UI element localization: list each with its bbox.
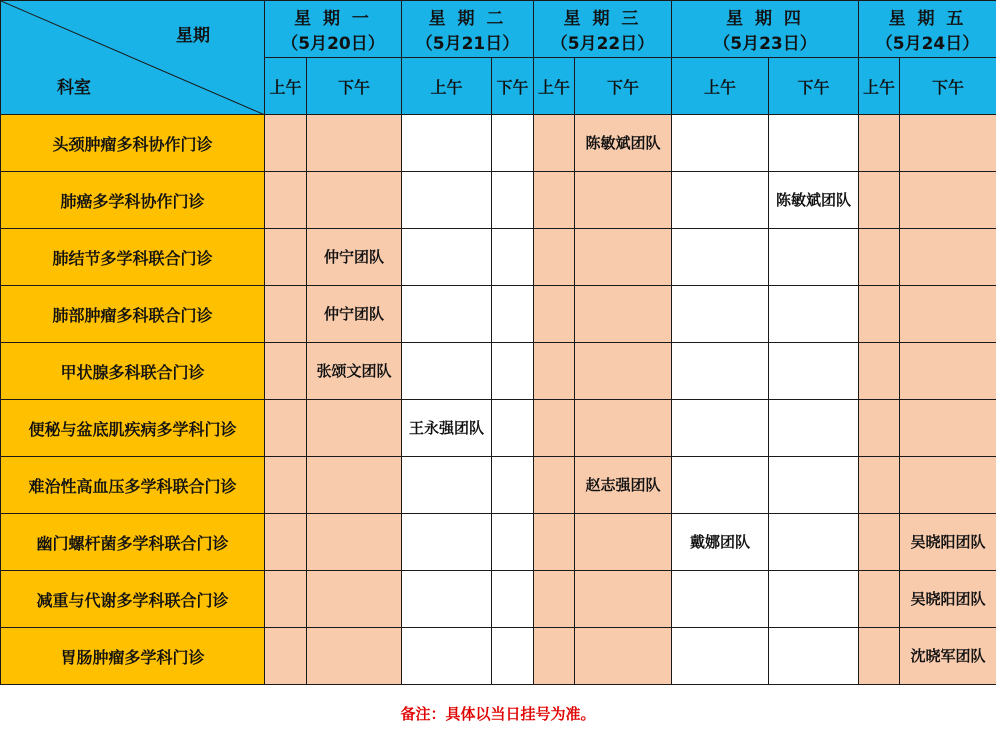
department-name: 便秘与盆底肌疾病多学科门诊 (1, 400, 265, 457)
schedule-cell (265, 343, 307, 400)
department-name: 甲状腺多科联合门诊 (1, 343, 265, 400)
schedule-cell (307, 115, 402, 172)
schedule-cell: 陈敏斌团队 (575, 115, 672, 172)
day-header-wed (534, 1, 672, 58)
schedule-cell (859, 400, 900, 457)
department-name: 肺结节多学科联合门诊 (1, 229, 265, 286)
schedule-cell (534, 343, 575, 400)
schedule-cell (492, 514, 534, 571)
schedule-cell (859, 628, 900, 685)
schedule-cell (265, 286, 307, 343)
day-name: 星 期 五 (888, 9, 967, 29)
schedule-cell (534, 229, 575, 286)
schedule-cell: 仲宁团队 (307, 286, 402, 343)
schedule-cell (859, 229, 900, 286)
department-name: 肺部肿瘤多科联合门诊 (1, 286, 265, 343)
schedule-cell (492, 343, 534, 400)
pm-header: 下午 (307, 58, 402, 115)
department-name: 肺癌多学科协作门诊 (1, 172, 265, 229)
day-name: 星 期 四 (726, 9, 804, 29)
table-row (1, 628, 996, 685)
am-header: 上午 (672, 58, 769, 115)
schedule-cell (769, 286, 859, 343)
schedule-cell (534, 457, 575, 514)
schedule-cell (534, 286, 575, 343)
day-date: （5月24日） (875, 34, 980, 54)
schedule-cell (769, 457, 859, 514)
schedule-cell (900, 229, 996, 286)
table-row (1, 457, 996, 514)
schedule-cell (900, 343, 996, 400)
schedule-cell (402, 286, 492, 343)
schedule-cell (265, 514, 307, 571)
schedule-cell (492, 400, 534, 457)
schedule-cell (900, 172, 996, 229)
table-row (1, 400, 996, 457)
schedule-cell (672, 400, 769, 457)
schedule-cell (265, 628, 307, 685)
schedule-cell (265, 457, 307, 514)
schedule-cell (402, 172, 492, 229)
department-label: 科室 (57, 78, 91, 98)
schedule-cell (672, 172, 769, 229)
schedule-cell (402, 115, 492, 172)
schedule-cell: 王永强团队 (402, 400, 492, 457)
schedule-cell (769, 343, 859, 400)
schedule-cell (402, 229, 492, 286)
table-row (1, 514, 996, 571)
schedule-cell (534, 400, 575, 457)
pm-header: 下午 (900, 58, 996, 115)
schedule-cell (265, 115, 307, 172)
schedule-cell (307, 457, 402, 514)
schedule-cell (575, 286, 672, 343)
table-row (1, 172, 996, 229)
schedule-cell (402, 343, 492, 400)
schedule-cell (265, 400, 307, 457)
am-header: 上午 (534, 58, 575, 115)
table-row (1, 343, 996, 400)
schedule-body (1, 115, 996, 685)
schedule-cell (769, 514, 859, 571)
day-header-thu (672, 1, 859, 58)
corner-diagonal-line (1, 1, 265, 115)
schedule-cell (900, 286, 996, 343)
footnote: 备注：具体以当日挂号为准。 (400, 705, 596, 723)
pm-header: 下午 (769, 58, 859, 115)
schedule-cell (900, 400, 996, 457)
schedule-cell (672, 286, 769, 343)
schedule-cell (575, 571, 672, 628)
day-name: 星 期 三 (563, 9, 642, 29)
week-label: 星期 (176, 26, 210, 46)
schedule-cell (672, 343, 769, 400)
day-header-fri (859, 1, 996, 58)
schedule-cell (672, 628, 769, 685)
schedule-cell (492, 457, 534, 514)
schedule-cell (492, 172, 534, 229)
schedule-cell (575, 172, 672, 229)
schedule-cell: 吴晓阳团队 (900, 571, 996, 628)
schedule-cell: 吴晓阳团队 (900, 514, 996, 571)
schedule-cell (575, 229, 672, 286)
schedule-cell (859, 343, 900, 400)
schedule-cell: 仲宁团队 (307, 229, 402, 286)
schedule-cell (769, 628, 859, 685)
schedule-cell (672, 571, 769, 628)
am-header: 上午 (265, 58, 307, 115)
schedule-cell (492, 286, 534, 343)
schedule-cell (265, 172, 307, 229)
schedule-cell (672, 457, 769, 514)
day-date: （5月23日） (713, 34, 817, 54)
department-name: 减重与代谢多学科联合门诊 (1, 571, 265, 628)
schedule-cell (859, 514, 900, 571)
table-row (1, 286, 996, 343)
schedule-cell: 戴娜团队 (672, 514, 769, 571)
schedule-cell (900, 115, 996, 172)
table-row (1, 229, 996, 286)
pm-header: 下午 (575, 58, 672, 115)
schedule-cell (575, 400, 672, 457)
schedule-cell (265, 229, 307, 286)
schedule-cell (769, 115, 859, 172)
table-row (1, 115, 996, 172)
am-header: 上午 (859, 58, 900, 115)
schedule-cell (265, 571, 307, 628)
schedule-cell (492, 115, 534, 172)
day-header-mon (265, 1, 402, 58)
schedule-cell (307, 514, 402, 571)
schedule-cell: 张颂文团队 (307, 343, 402, 400)
schedule-cell (575, 628, 672, 685)
schedule-cell (859, 571, 900, 628)
schedule-cell (534, 628, 575, 685)
schedule-cell (859, 457, 900, 514)
day-date: （5月21日） (415, 34, 520, 54)
schedule-cell (859, 115, 900, 172)
department-name: 幽门螺杆菌多学科联合门诊 (1, 514, 265, 571)
schedule-cell (534, 172, 575, 229)
schedule-cell (859, 286, 900, 343)
schedule-cell (402, 628, 492, 685)
schedule-cell (534, 514, 575, 571)
schedule-cell (534, 115, 575, 172)
schedule-cell (534, 571, 575, 628)
department-name: 胃肠肿瘤多学科门诊 (1, 628, 265, 685)
department-name: 头颈肿瘤多科协作门诊 (1, 115, 265, 172)
schedule-cell (307, 628, 402, 685)
schedule-cell (769, 571, 859, 628)
schedule-cell (575, 514, 672, 571)
schedule-cell (307, 172, 402, 229)
day-header-tue (402, 1, 534, 58)
schedule-cell (672, 229, 769, 286)
day-name: 星 期 二 (428, 9, 507, 29)
schedule-cell: 沈晓军团队 (900, 628, 996, 685)
schedule-cell (402, 571, 492, 628)
am-header: 上午 (402, 58, 492, 115)
schedule-cell (492, 229, 534, 286)
schedule-cell (672, 115, 769, 172)
schedule-cell (900, 457, 996, 514)
pm-header: 下午 (492, 58, 534, 115)
schedule-cell (307, 400, 402, 457)
schedule-cell (769, 400, 859, 457)
schedule-cell (402, 514, 492, 571)
schedule-cell: 赵志强团队 (575, 457, 672, 514)
schedule-cell (492, 571, 534, 628)
table-row (1, 571, 996, 628)
day-date: （5月20日） (281, 34, 385, 54)
day-date: （5月22日） (550, 34, 655, 54)
header-corner (1, 1, 265, 115)
schedule-cell (492, 628, 534, 685)
schedule-cell: 陈敏斌团队 (769, 172, 859, 229)
schedule-cell (307, 571, 402, 628)
schedule-cell (859, 172, 900, 229)
day-name: 星 期 一 (294, 9, 372, 29)
schedule-cell (769, 229, 859, 286)
schedule-cell (575, 343, 672, 400)
department-name: 难治性高血压多学科联合门诊 (1, 457, 265, 514)
schedule-cell (402, 457, 492, 514)
